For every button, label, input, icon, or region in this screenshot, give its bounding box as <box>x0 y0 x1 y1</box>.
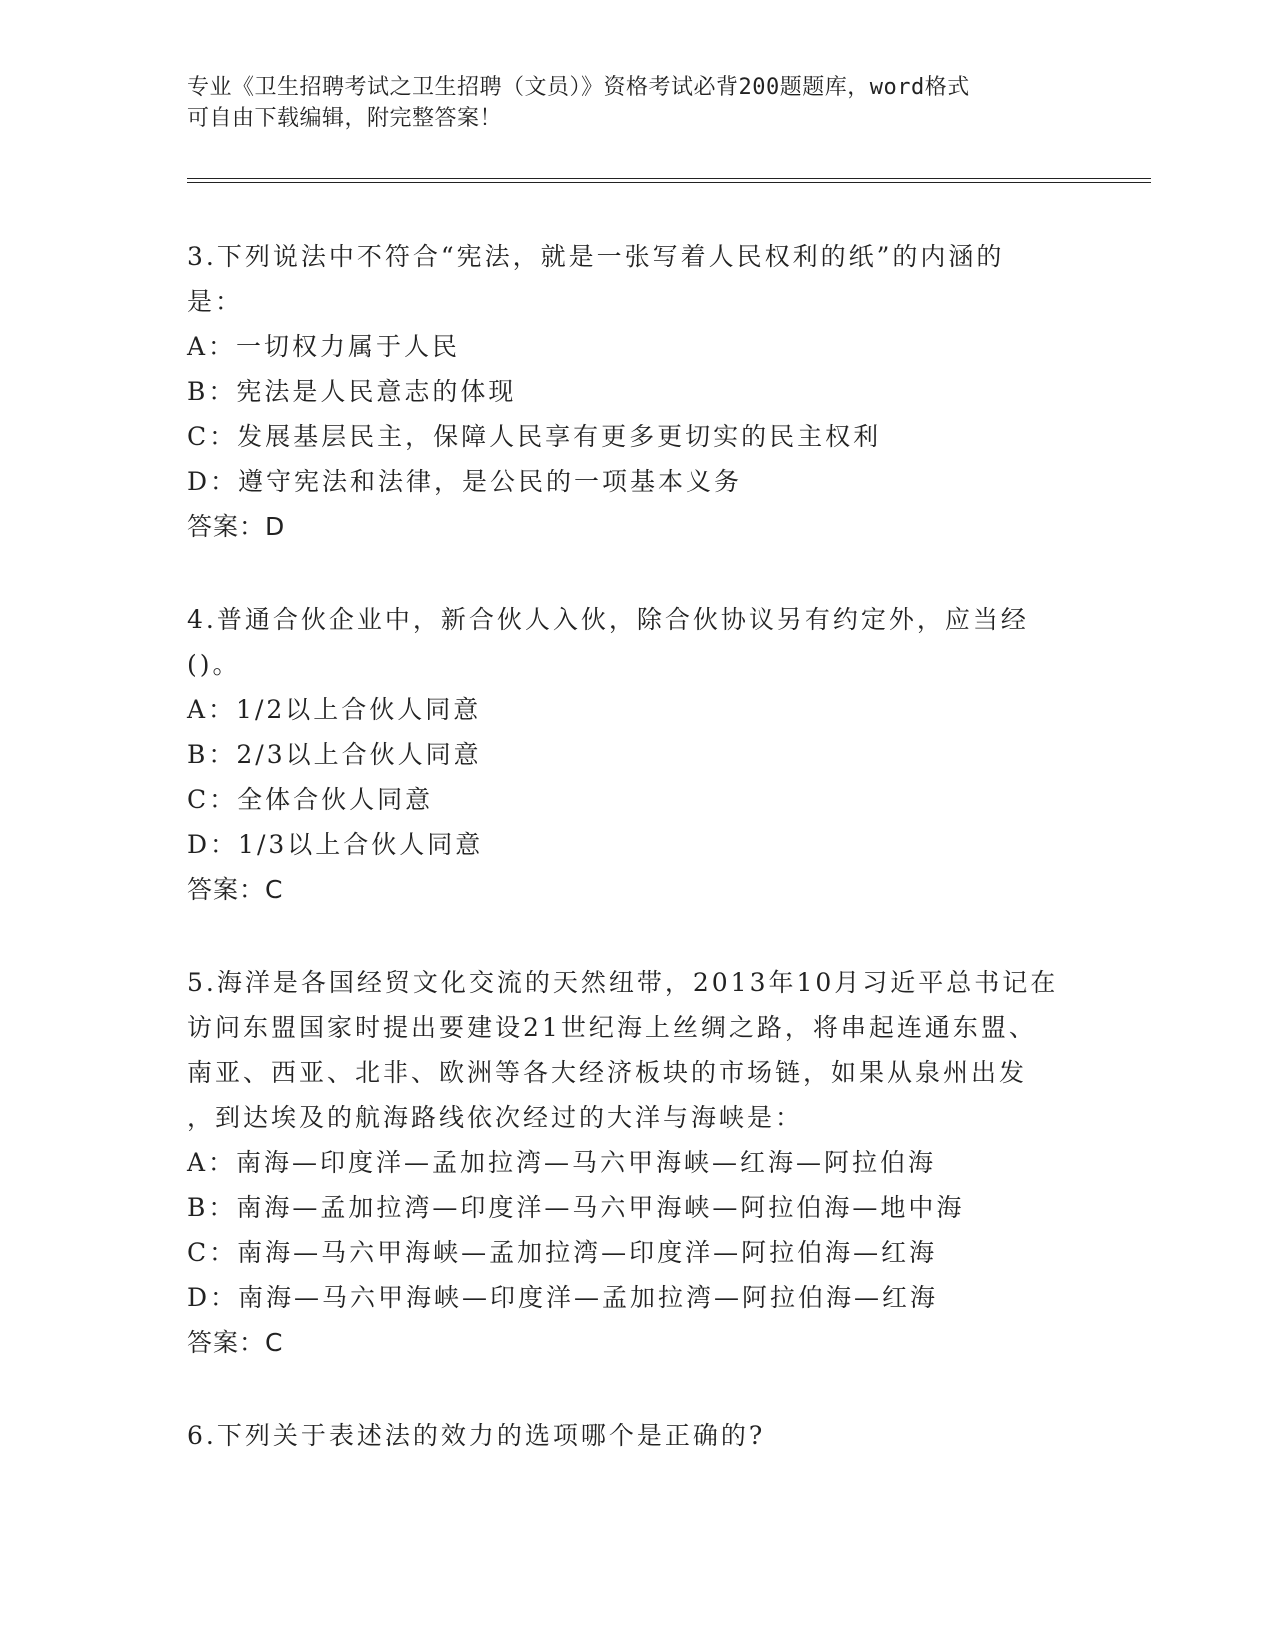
question-5 <box>187 960 1087 1365</box>
option-d: D：南海—马六甲海峡—印度洋—孟加拉湾—阿拉伯海—红海 <box>187 1283 939 1312</box>
option-b: B：南海—孟加拉湾—印度洋—马六甲海峡—阿拉伯海—地中海 <box>187 1193 965 1222</box>
document-header <box>187 72 1067 134</box>
header-divider-bottom <box>187 182 1151 183</box>
header-line-2: 可自由下载编辑，附完整答案！ <box>187 106 503 131</box>
question-stem: 5.海洋是各国经贸文化交流的天然纽带，2013年10月习近平总书记在 <box>187 968 1059 997</box>
option-a: A：南海—印度洋—孟加拉湾—马六甲海峡—红海—阿拉伯海 <box>187 1148 937 1177</box>
answer: 答案：C <box>187 1328 284 1357</box>
question-stem: 是： <box>187 287 244 316</box>
question-stem: 南亚、西亚、北非、欧洲等各大经济板块的市场链，如果从泉州出发 <box>187 1058 1028 1087</box>
question-stem: ()。 <box>187 650 241 679</box>
option-d: D：1/3以上合伙人同意 <box>187 830 484 859</box>
option-b: B：2/3以上合伙人同意 <box>187 740 482 769</box>
option-c: C：南海—马六甲海峡—孟加拉湾—印度洋—阿拉伯海—红海 <box>187 1238 938 1267</box>
option-c: C：发展基层民主，保障人民享有更多更切实的民主权利 <box>187 422 882 451</box>
header-divider-top <box>187 178 1151 179</box>
header-line-1: 专业《卫生招聘考试之卫生招聘（文员）》资格考试必背200题题库，word格式 <box>187 75 970 100</box>
option-a: A：一切权力属于人民 <box>187 332 461 361</box>
option-c: C：全体合伙人同意 <box>187 785 434 814</box>
question-stem: 4.普通合伙企业中，新合伙人入伙，除合伙协议另有约定外，应当经 <box>187 605 1029 634</box>
answer: 答案：D <box>187 512 286 541</box>
question-stem: 3.下列说法中不符合“宪法，就是一张写着人民权利的纸”的内涵的 <box>187 242 1005 271</box>
question-stem: 6.下列关于表述法的效力的选项哪个是正确的? <box>187 1421 766 1450</box>
question-stem: 访问东盟国家时提出要建设21世纪海上丝绸之路，将串起连通东盟、 <box>187 1013 1037 1042</box>
option-d: D：遵守宪法和法律，是公民的一项基本义务 <box>187 467 743 496</box>
option-a: A：1/2以上合伙人同意 <box>187 695 482 724</box>
question-4 <box>187 597 1087 912</box>
question-stem: ，到达埃及的航海路线依次经过的大洋与海峡是： <box>187 1103 804 1132</box>
option-b: B：宪法是人民意志的体现 <box>187 377 517 406</box>
question-3 <box>187 234 1087 549</box>
answer: 答案：C <box>187 875 284 904</box>
question-6 <box>187 1413 1087 1458</box>
